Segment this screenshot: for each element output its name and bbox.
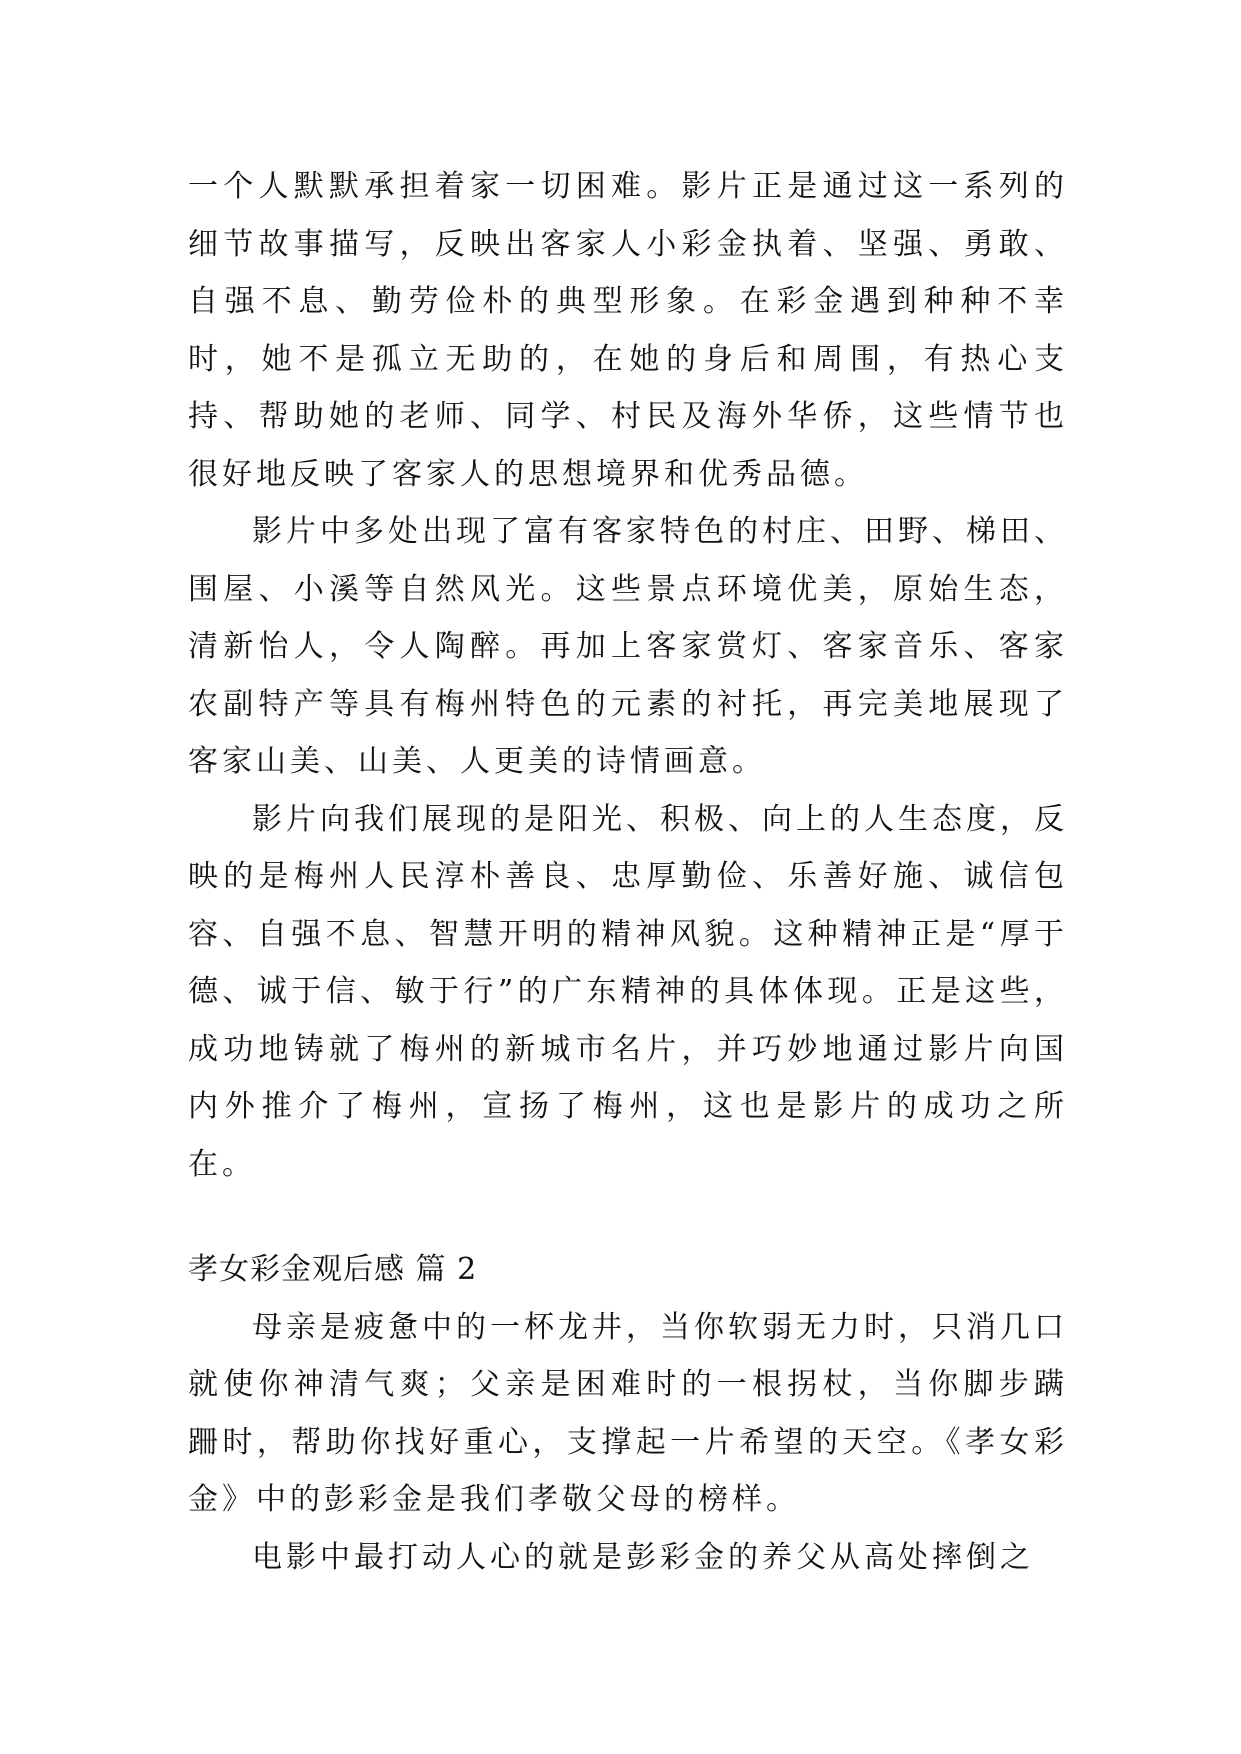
paragraph-scenery: 影片中多处出现了富有客家特色的村庄、田野、梯田、围屋、小溪等自然风光。这些景点环境优美，原始生态，清新怡人，令人陶醉。再加上客家赏灯、客家音乐、客家农副特产等具有梅州特色的元素的衬托，再完美地展现了客家山美、山美、人更美的诗情画意。 <box>188 514 1068 779</box>
document-body <box>188 158 1068 1586</box>
paragraph-film-moment: 电影中最打动人心的就是彭彩金的养父从高处摔倒之 <box>252 1539 1034 1575</box>
paragraph-continued: 一个人默默承担着家一切困难。影片正是通过这一系列的细节故事描写，反映出客家人小彩金执着、坚强、勇敢、自强不息、勤劳俭朴的典型形象。在彩金遇到种种不幸时，她不是孤立无助的，在她的身后和周围，有热心支持、帮助她的老师、同学、村民及海外华侨，这些情节也很好地反映了客家人的思想境界和优秀品德。 <box>188 169 1068 492</box>
paragraph-parents: 母亲是疲惫中的一杯龙井，当你软弱无力时，只消几口就使你神清气爽；父亲是困难时的一根拐杖，当你脚步蹒跚时，帮助你找好重心，支撑起一片希望的天空。《孝女彩金》中的彭彩金是我们孝敬父母的榜样。 <box>188 1309 1068 1517</box>
section-heading: 孝女彩金观后感 篇 2 <box>188 1252 478 1287</box>
paragraph-spirit: 影片向我们展现的是阳光、积极、向上的人生态度，反映的是梅州人民淳朴善良、忠厚勤俭、乐善好施、诚信包容、自强不息、智慧开明的精神风貌。这种精神正是“厚于德、诚于信、敏于行”的广东精神的具体体现。正是这些，成功地铸就了梅州的新城市名片，并巧妙地通过影片向国内外推介了梅州，宣扬了梅州，这也是影片的成功之所在。 <box>188 801 1068 1182</box>
